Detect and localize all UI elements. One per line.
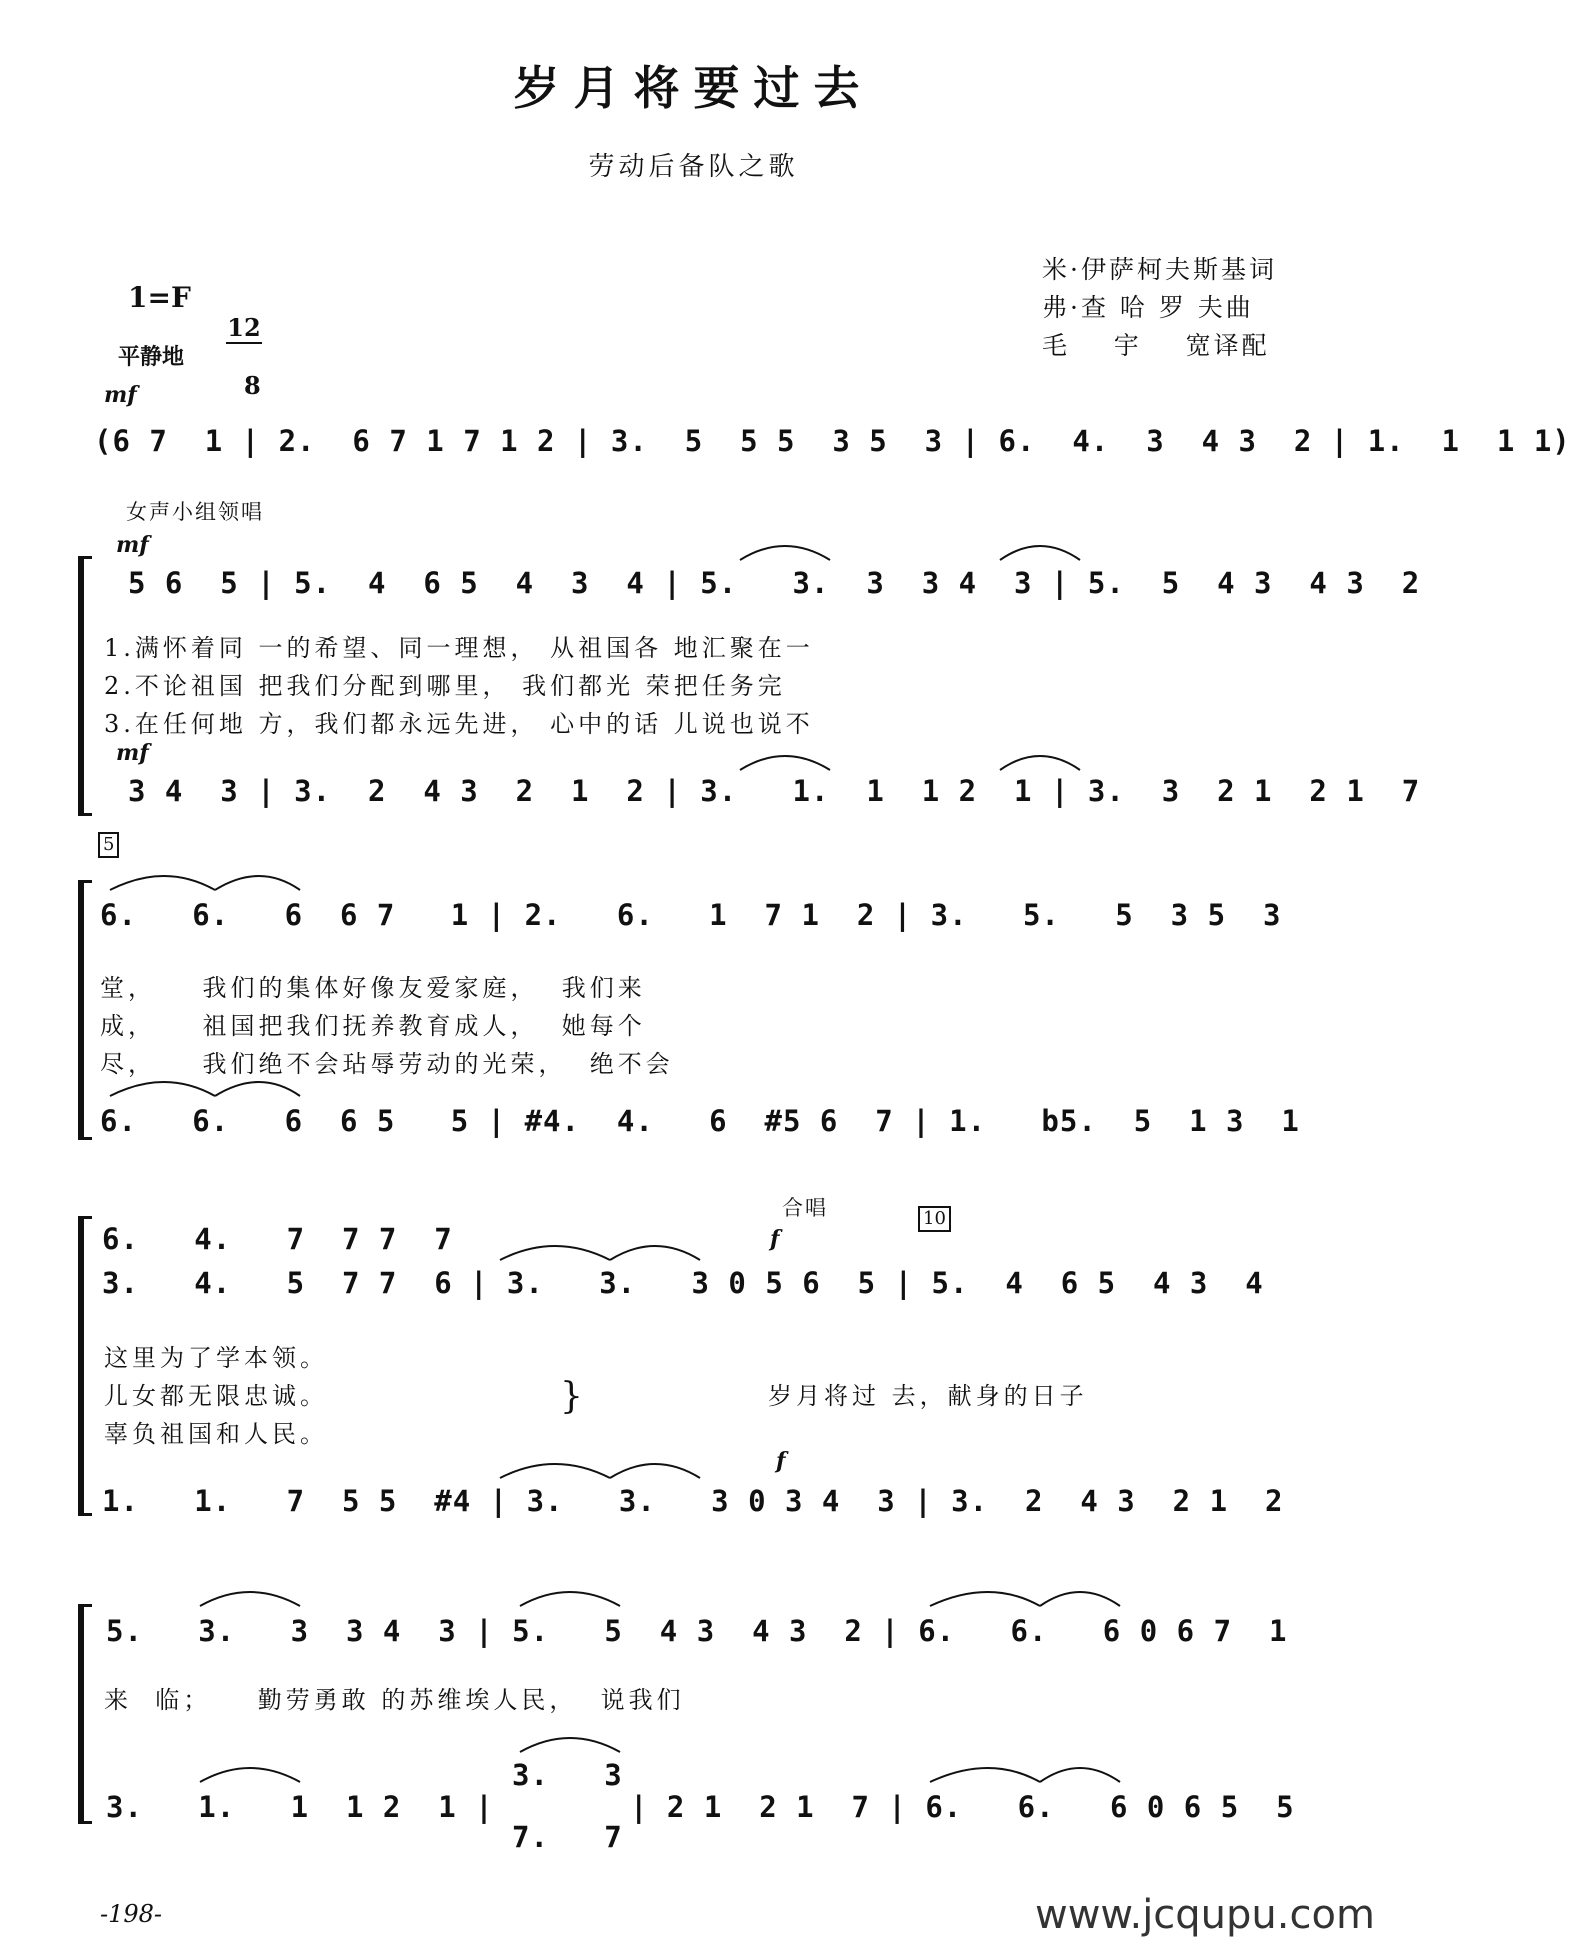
slur: [1040, 1768, 1120, 1782]
tempo-marking: 平静地: [118, 345, 185, 370]
system1-lyric-verse2: 2.不论祖国 把我们分配到哪里， 我们都光 荣把任务完: [104, 672, 786, 700]
system3-lyric-chorus: 岁月将过 去，献身的日子: [768, 1382, 1088, 1410]
slur: [520, 1592, 620, 1606]
system3-dynamic-top: f: [770, 1226, 780, 1252]
rehearsal-mark-5: 5: [98, 832, 119, 858]
system3-lyric-left-verse3: 辜负祖国和人民。: [104, 1420, 328, 1448]
slur: [610, 1246, 700, 1260]
slur: [200, 1592, 300, 1606]
system2-lyric-verse1: 堂， 我们的集体好像友爱家庭， 我们来: [100, 974, 646, 1002]
system4-divisi-bottom: 7. 7: [512, 1820, 623, 1854]
system3-lyric-left-verse2: 儿女都无限忠诚。: [104, 1382, 328, 1410]
system3-upper-voice-a: 6. 4. 7 7 7 7: [102, 1222, 453, 1256]
slur: [520, 1738, 620, 1752]
system4-lower-notes-a: 3. 1. 1 1 2 1 |: [106, 1790, 494, 1824]
key-signature: 1=F: [128, 281, 191, 314]
system1-upper-notes: 5 6 5 | 5. 4 6 5 4 3 4 | 5. 3. 3 3 4 3 | 5. 5 4 3 4 3 2: [128, 566, 1421, 600]
system3-lower-notes: 1. 1. 7 5 5 #4 | 3. 3. 3 0 3 4 3 | 3. 2 4 3 2 1 2: [102, 1484, 1284, 1518]
slur: [930, 1768, 1040, 1782]
chorus-label: 合唱: [782, 1196, 828, 1220]
system1-dynamic-top: mf: [116, 532, 149, 558]
page-subtitle: 劳动后备队之歌: [588, 152, 799, 182]
intro-notes: (6 7 1 | 2. 6 7 1 7 1 2 | 3. 5 5 5 3 5 3 | 6. 4. 3 4 3 2 | 1. 1 1 1): [94, 424, 1571, 458]
credit-translator: 毛 宇 宽译配: [1042, 331, 1270, 360]
system2-lyric-verse2: 成， 祖国把我们抚养教育成人， 她每个: [100, 1012, 646, 1040]
lyric-brace: }: [560, 1376, 583, 1417]
slur: [740, 756, 830, 770]
watermark: www.jcqupu.com: [1035, 1892, 1375, 1938]
system1-dynamic-bottom: mf: [116, 740, 149, 766]
slur: [215, 1082, 300, 1096]
slur: [1000, 546, 1080, 560]
meter-bottom: 8: [244, 371, 261, 400]
system1-lower-notes: 3 4 3 | 3. 2 4 3 2 1 2 | 3. 1. 1 1 2 1 | 3. 3 2 1 2 1 7: [128, 774, 1421, 808]
slur: [500, 1246, 610, 1260]
slur: [1040, 1592, 1120, 1606]
system2-lyric-verse3: 尽， 我们绝不会玷辱劳动的光荣， 绝不会: [100, 1050, 674, 1078]
slur: [110, 1082, 215, 1096]
system3-lyric-left-verse1: 这里为了学本领。: [104, 1344, 328, 1372]
slur: [610, 1464, 700, 1478]
rehearsal-mark-10: 10: [918, 1206, 951, 1232]
slur: [740, 546, 830, 560]
slur: [110, 876, 215, 890]
slur: [500, 1464, 610, 1478]
slur: [215, 876, 300, 890]
system4-divisi-top: 3. 3: [512, 1758, 623, 1792]
page-title: 岁月将要过去: [513, 61, 874, 115]
system2-lower-notes: 6. 6. 6 6 5 5 | #4. 4. 6 #5 6 7 | 1. b5. 5 1 3 1: [100, 1104, 1300, 1138]
credit-composer: 弗·查 哈 罗 夫曲: [1042, 293, 1254, 322]
system4-upper-notes: 5. 3. 3 3 4 3 | 5. 5 4 3 4 3 2 | 6. 6. 6 0 6 7 1: [106, 1614, 1288, 1648]
system3-dynamic-bottom: f: [776, 1448, 786, 1474]
system3-upper-notes: | 3. 3. 3 0 5 6 5 | 5. 4 6 5 4 3 4: [470, 1266, 1264, 1300]
system3-upper-voice-b: 3. 4. 5 7 7 6: [102, 1266, 453, 1300]
page-number: -198-: [100, 1900, 163, 1928]
slur: [930, 1592, 1040, 1606]
meter-top: 12: [227, 313, 261, 342]
system1-lyric-verse3: 3.在任何地 方，我们都永远先进， 心中的话 儿说也说不: [104, 710, 814, 738]
system4-lyric: 来 临； 勤劳勇敢 的苏维埃人民， 说我们: [104, 1686, 685, 1714]
intro-dynamic: mf: [104, 382, 137, 408]
slur: [200, 1768, 300, 1782]
system1-lyric-verse1: 1.满怀着同 一的希望、同一理想， 从祖国各 地汇聚在一: [104, 634, 814, 662]
system4-lower-notes-b: | 2 1 2 1 7 | 6. 6. 6 0 6 5 5: [630, 1790, 1295, 1824]
system2-upper-notes: 6. 6. 6 6 7 1 | 2. 6. 1 7 1 2 | 3. 5. 5 3 5 3: [100, 898, 1282, 932]
slur: [1000, 756, 1080, 770]
credit-lyricist: 米·伊萨柯夫斯基词: [1042, 255, 1277, 284]
solo-group-label: 女声小组领唱: [126, 500, 264, 524]
